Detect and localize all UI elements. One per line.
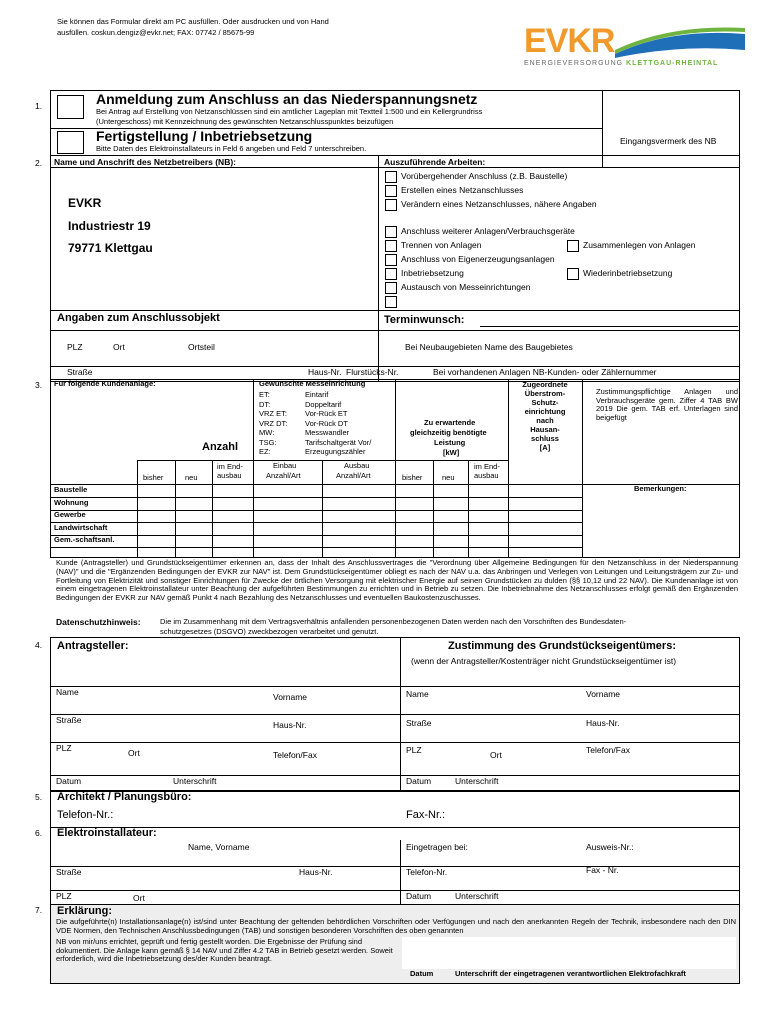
col-ausbau-1: ausbau	[217, 471, 242, 480]
objekt-label: Angaben zum Anschlussobjekt	[57, 312, 220, 324]
elektro-fax[interactable]: Fax - Nr.	[586, 865, 619, 875]
col-imend-1: im End-	[217, 462, 243, 471]
objekt-strasse[interactable]: Straße	[67, 367, 93, 377]
mess-desc: Vor-Rück ET	[305, 409, 348, 418]
eig-strasse[interactable]: Straße	[406, 718, 432, 728]
architekt-tel[interactable]: Telefon-Nr.:	[57, 809, 114, 821]
eig-tel[interactable]: Telefon/Fax	[586, 745, 630, 755]
opt-weitere-checkbox[interactable]	[385, 226, 397, 238]
opt-veraendern: Verändern eines Netzanschlusses, nähere Angaben	[401, 199, 597, 209]
zug-line: Hausan-	[530, 425, 560, 434]
row-label: Gewerbe	[54, 510, 86, 519]
leistung-4: [kW]	[443, 448, 460, 457]
bemerk-label: Bemerkungen:	[634, 484, 687, 493]
nb-city[interactable]: 79771 Klettgau	[68, 241, 153, 255]
elektro-unterschrift[interactable]: Unterschrift	[455, 891, 499, 901]
col-ausbau-anzahl: Anzahl/Art	[336, 471, 371, 480]
col-bisher-1: bisher	[143, 473, 164, 482]
evkr-logo	[520, 20, 745, 75]
mess-title: Gewünschte Messeinrichtung	[259, 379, 366, 388]
sec5-num: 5.	[35, 792, 43, 802]
erklaerung-label: Erklärung:	[57, 905, 113, 917]
col-imend-2: im End-	[474, 462, 500, 471]
zug-line: Schutz-	[531, 398, 559, 407]
opt-inbetrieb-checkbox[interactable]	[385, 268, 397, 280]
header-note-1: Sie können das Formular direkt am PC ausfüllen. Oder ausdrucken und von Hand	[57, 17, 329, 26]
objekt-hausnr[interactable]: Haus-Nr.	[308, 367, 342, 377]
col-ausbau-3: ausbau	[474, 471, 499, 480]
sec1-title: Anmeldung zum Anschluss an das Niederspannungsnetz	[96, 91, 478, 107]
eig-hausnr[interactable]: Haus-Nr.	[586, 718, 620, 728]
mess-row	[259, 409, 348, 419]
mess-code: MW:	[259, 428, 275, 437]
elektro-hausnr[interactable]: Haus-Nr.	[299, 867, 333, 877]
zug-list	[510, 380, 580, 452]
mess-row	[259, 418, 348, 429]
sec1-title2: Fertigstellung / Inbetriebsetzung	[96, 128, 313, 144]
opt-erstellen-checkbox[interactable]	[385, 185, 397, 197]
zug-line: [A]	[539, 443, 551, 452]
sec7-num: 7.	[35, 905, 43, 915]
eig-datum[interactable]: Datum	[406, 776, 432, 786]
anmeldung-checkbox[interactable]	[57, 95, 84, 119]
objekt-flurstueck[interactable]: Flurstücks-Nr.	[346, 367, 399, 377]
opt-austausch: Austausch von Messeinrichtungen	[401, 282, 531, 292]
col-bisher-2: bisher	[402, 473, 423, 482]
termin-label: Terminwunsch:	[384, 314, 465, 326]
fertigstellung-checkbox[interactable]	[57, 131, 84, 154]
antrag-ort[interactable]: Ort	[128, 748, 140, 758]
mess-row	[259, 447, 366, 457]
opt-erstellen: Erstellen eines Netzanschlusses	[401, 185, 524, 195]
zug-line: nach	[536, 416, 554, 425]
elektro-ort[interactable]: Ort	[133, 893, 145, 903]
mess-desc: Erzeugungszähler	[305, 447, 366, 456]
elektro-ausweis[interactable]: Ausweis-Nr.:	[586, 842, 634, 852]
elektro-label: Elektroinstallateur:	[57, 827, 157, 839]
mess-desc: Messwandler	[305, 428, 350, 437]
antrag-hausnr[interactable]: Haus-Nr.	[273, 720, 307, 730]
antrag-datum[interactable]: Datum	[56, 776, 82, 786]
architekt-label: Architekt / Planungsbüro:	[57, 791, 192, 803]
consent-text: Kunde (Antragsteller) und Grundstückseigentümer erkennen an, dass der Inhalt des Anschlussvertrages die "Verordnung über Allgemeine Bedingungen für den Netzanschluss in der Niederspannung (NAV)" und die "Ergänzenden Bedingungen der EVKR zur NAV" ist. Dem Grundstückseigentümer obliegt es nach der NAV u.a. das Anbringen und Verlegen von Leitungen und Leitungsträgern zur Zu- und Fortleitung von Elektrizität und sonstiger Einrichtungen für Zwecke der örtlichen Versorgung mit elektrischer Energie auf seinen Grundstücken zu dulden (§§ 10,12 und 22 NAV). Die Kundenanlage ist von einem eingetragenen Elektroinstallateur unter Beachtung der aufgeführten Bestimmungen zu errichten und in Betrieb zu setzen. Die Inbetriebnahme des Netzanschlusses erfolgt gemäß den Ergänzenden Bedingungen der EVKR zur NAV gemäß Punkt 4 nach Bezahlung des Netzanschlusses und eventuellen Baukostenzuschusses.	[56, 558, 738, 603]
mess-code: DT:	[259, 399, 271, 409]
antrag-vorname[interactable]: Vorname	[273, 692, 308, 702]
elektro-name[interactable]: Name, Vorname	[188, 842, 250, 852]
zug-line: einrichtung	[524, 407, 566, 416]
header-note-2: ausfüllen. coskun.dengiz@evkr.net; FAX: 07742 / 85675-99	[57, 28, 255, 37]
mess-desc: Doppeltarif	[305, 399, 342, 409]
mess-code: VRZ DT:	[259, 418, 288, 428]
row-label: Landwirtschaft	[54, 522, 108, 532]
logo-text: EVKR	[524, 22, 615, 60]
leistung-3: Leistung	[434, 438, 466, 447]
opt-inbetrieb: Inbetriebsetzung	[401, 268, 464, 278]
antrag-strasse[interactable]: Straße	[56, 715, 82, 725]
elektro-tel[interactable]: Telefon-Nr.	[406, 867, 448, 877]
eig-name[interactable]: Name	[406, 689, 429, 699]
sec1-num: 1.	[35, 101, 43, 111]
erklaerung-text-2: NB von mir/uns errichtet, geprüft und fertig gestellt worden. Die Ergebnisse der Prüfung sind dokumentiert. Die Anlage kann gemäß § 14 NAV und Ziffer 4.2 TAB in Betrieb gesetzt werden. Soweit erforderlich, wird die Inbetriebsetzung des/der Kunden beantragt.	[56, 937, 393, 964]
col-einbau-anzahl: Anzahl/Art	[266, 471, 301, 480]
architekt-fax[interactable]: Fax-Nr.:	[406, 809, 446, 821]
sec1-desc3: Bitte Daten des Elektroinstallateurs in Feld 6 angeben und Feld 7 unterschreiben.	[96, 144, 367, 153]
opt-wieder: Wiederinbetriebsetzung	[583, 268, 673, 278]
col-einbau: Einbau	[273, 461, 297, 470]
datenschutz-1: Die im Zusammenhang mit dem Vertragsverhältnis anfallenden personenbezogenen Daten werden nach den Vorschriften des Bundesdaten-	[160, 617, 627, 626]
antrag-plz[interactable]: PLZ	[56, 743, 72, 753]
elektro-strasse[interactable]: Straße	[56, 867, 82, 877]
mess-code: VRZ ET:	[259, 409, 287, 418]
mess-desc: Tarifschaltgerät Vor/	[305, 437, 372, 447]
sign-area[interactable]	[402, 937, 736, 969]
antrag-unterschrift[interactable]: Unterschrift	[173, 776, 217, 786]
logo-sub1: ENERGIEVERSORGUNG	[524, 60, 627, 67]
elektro-plz[interactable]: PLZ	[56, 891, 72, 901]
zug-line: Überstrom-	[524, 389, 566, 398]
opt-trennen-checkbox[interactable]	[385, 240, 397, 252]
eig-ort[interactable]: Ort	[490, 750, 502, 760]
opt-eigen-checkbox[interactable]	[385, 254, 397, 266]
opt-zusammen-checkbox[interactable]	[567, 240, 579, 252]
opt-austausch-checkbox[interactable]	[385, 282, 397, 294]
datenschutz-2: schutzgesetzes (DSGVO) zweckbezogen verarbeitet und genutzt.	[160, 627, 379, 636]
opt-vorueber: Vorübergehender Anschluss (z.B. Baustelle)	[401, 171, 568, 181]
zug-line: schluss	[531, 434, 559, 443]
zustimmung-label: Zustimmung des Grundstückseigentümers:	[448, 640, 676, 652]
opt-eigen: Anschluss von Eigenerzeugungsanlagen	[401, 254, 555, 264]
mess-code: TSG:	[259, 437, 277, 447]
mess-desc: Eintarif	[305, 390, 329, 399]
col-neu-1: neu	[185, 473, 198, 482]
opt-extra-checkbox[interactable]	[385, 296, 397, 308]
col-ausbau2: Ausbau	[344, 461, 370, 470]
eig-vorname[interactable]: Vorname	[586, 689, 621, 699]
mess-row	[259, 399, 342, 410]
opt-zusammen: Zusammenlegen von Anlagen	[583, 240, 696, 250]
leistung-1: Zu erwartende	[424, 418, 476, 427]
eig-plz[interactable]: PLZ	[406, 745, 422, 755]
row-label: Gem.-schaftsanl.	[54, 535, 115, 544]
erklaerung-text-1: Die aufgeführte(n) Installationsanlage(n) ist/sind unter Beachtung der geltenden behördlichen Vorschriften oder Verfügungen und nach den anerkannten Regeln der Technik, insbesondere nach den DIN VDE Normen, den Technischen Anschlussbedingungen (TAB) und sonstigen besonderen Vorschriften des oben genannten	[56, 917, 736, 935]
eig-unterschrift[interactable]: Unterschrift	[455, 776, 499, 786]
objekt-baugebiet[interactable]: Bei Neubaugebieten Name des Baugebietes	[405, 342, 573, 352]
datenschutz-label: Datenschutzhinweis:	[56, 617, 141, 627]
erklaerung-datum: Datum	[410, 969, 434, 978]
opt-veraendern-checkbox[interactable]	[385, 199, 397, 211]
sec2-num: 2.	[35, 158, 43, 168]
mess-desc: Vor-Rück DT	[305, 418, 348, 428]
mess-code: ET:	[259, 390, 270, 399]
mess-code: EZ:	[259, 447, 271, 456]
zustimmung-sub: (wenn der Antragsteller/Kostenträger nicht Grundstückseigentümer ist)	[411, 656, 677, 666]
col-neu-2: neu	[442, 473, 455, 482]
arbeiten-label: Auszuführende Arbeiten:	[384, 157, 486, 167]
anzahl-label: Anzahl	[202, 441, 239, 453]
antrag-tel[interactable]: Telefon/Fax	[273, 750, 317, 760]
sec4-num: 4.	[35, 640, 43, 650]
sec6-num: 6.	[35, 828, 43, 838]
objekt-ort[interactable]: Ort	[113, 342, 125, 352]
objekt-ortsteil[interactable]: Ortsteil	[188, 342, 215, 352]
erklaerung-unterschrift: Unterschrift der eingetragenen verantwortlichen Elektrofachkraft	[455, 969, 686, 978]
antragsteller-label: Antragsteller:	[57, 640, 129, 652]
elektro-eingetragen[interactable]: Eingetragen bei:	[406, 842, 468, 852]
sec1-desc1: Bei Antrag auf Erstellung von Netzanschlüssen sind ein amtlicher Lageplan mit Textteil 1:500 und ein Kellergrundriss	[96, 107, 483, 116]
objekt-plz[interactable]: PLZ	[67, 342, 83, 352]
elektro-datum[interactable]: Datum	[406, 891, 432, 901]
opt-vorueber-checkbox[interactable]	[385, 171, 397, 183]
row-label: Baustelle	[54, 485, 88, 494]
nb-name[interactable]: EVKR	[68, 196, 102, 210]
objekt-kundennr[interactable]: Bei vorhandenen Anlagen NB-Kunden- oder Zählernummer	[433, 367, 657, 377]
pflicht-text: Zustimmungspflichtige Anlagen und Verbrauchsgeräte gem. Ziffer 4 TAB BW 2019 Die gem. TAB erf. Unterlagen sind beigefügt	[596, 387, 738, 422]
netzbetreiber-label: Name und Anschrift des Netzbetreibers (NB):	[54, 157, 236, 167]
zug-line: Zugeordnete	[522, 380, 568, 389]
opt-wieder-checkbox[interactable]	[567, 268, 579, 280]
kundenanlage-label: Für folgende Kundenanlage:	[54, 379, 156, 388]
mess-row	[259, 390, 329, 400]
nb-street[interactable]: Industriestr 19	[68, 219, 151, 233]
mess-row	[259, 428, 350, 438]
opt-trennen: Trennen von Anlagen	[401, 240, 482, 250]
eingangsvermerk-label: Eingangsvermerk des NB	[620, 136, 717, 146]
row-label: Wohnung	[54, 497, 89, 507]
leistung-2: gleichzeitig benötigte	[410, 428, 487, 437]
antrag-name[interactable]: Name	[56, 687, 79, 697]
mess-row	[259, 437, 372, 448]
sec3-num: 3.	[35, 380, 43, 390]
sec1-desc2: (Untergeschoss) mit Kennzeichnung des gewünschten Netzanschlusspunktes beizufügen	[96, 117, 394, 126]
logo-sub2: KLETTGAU-RHEINTAL	[626, 60, 719, 67]
opt-weitere: Anschluss weiterer Anlagen/Verbrauchsgeräte	[401, 226, 575, 236]
